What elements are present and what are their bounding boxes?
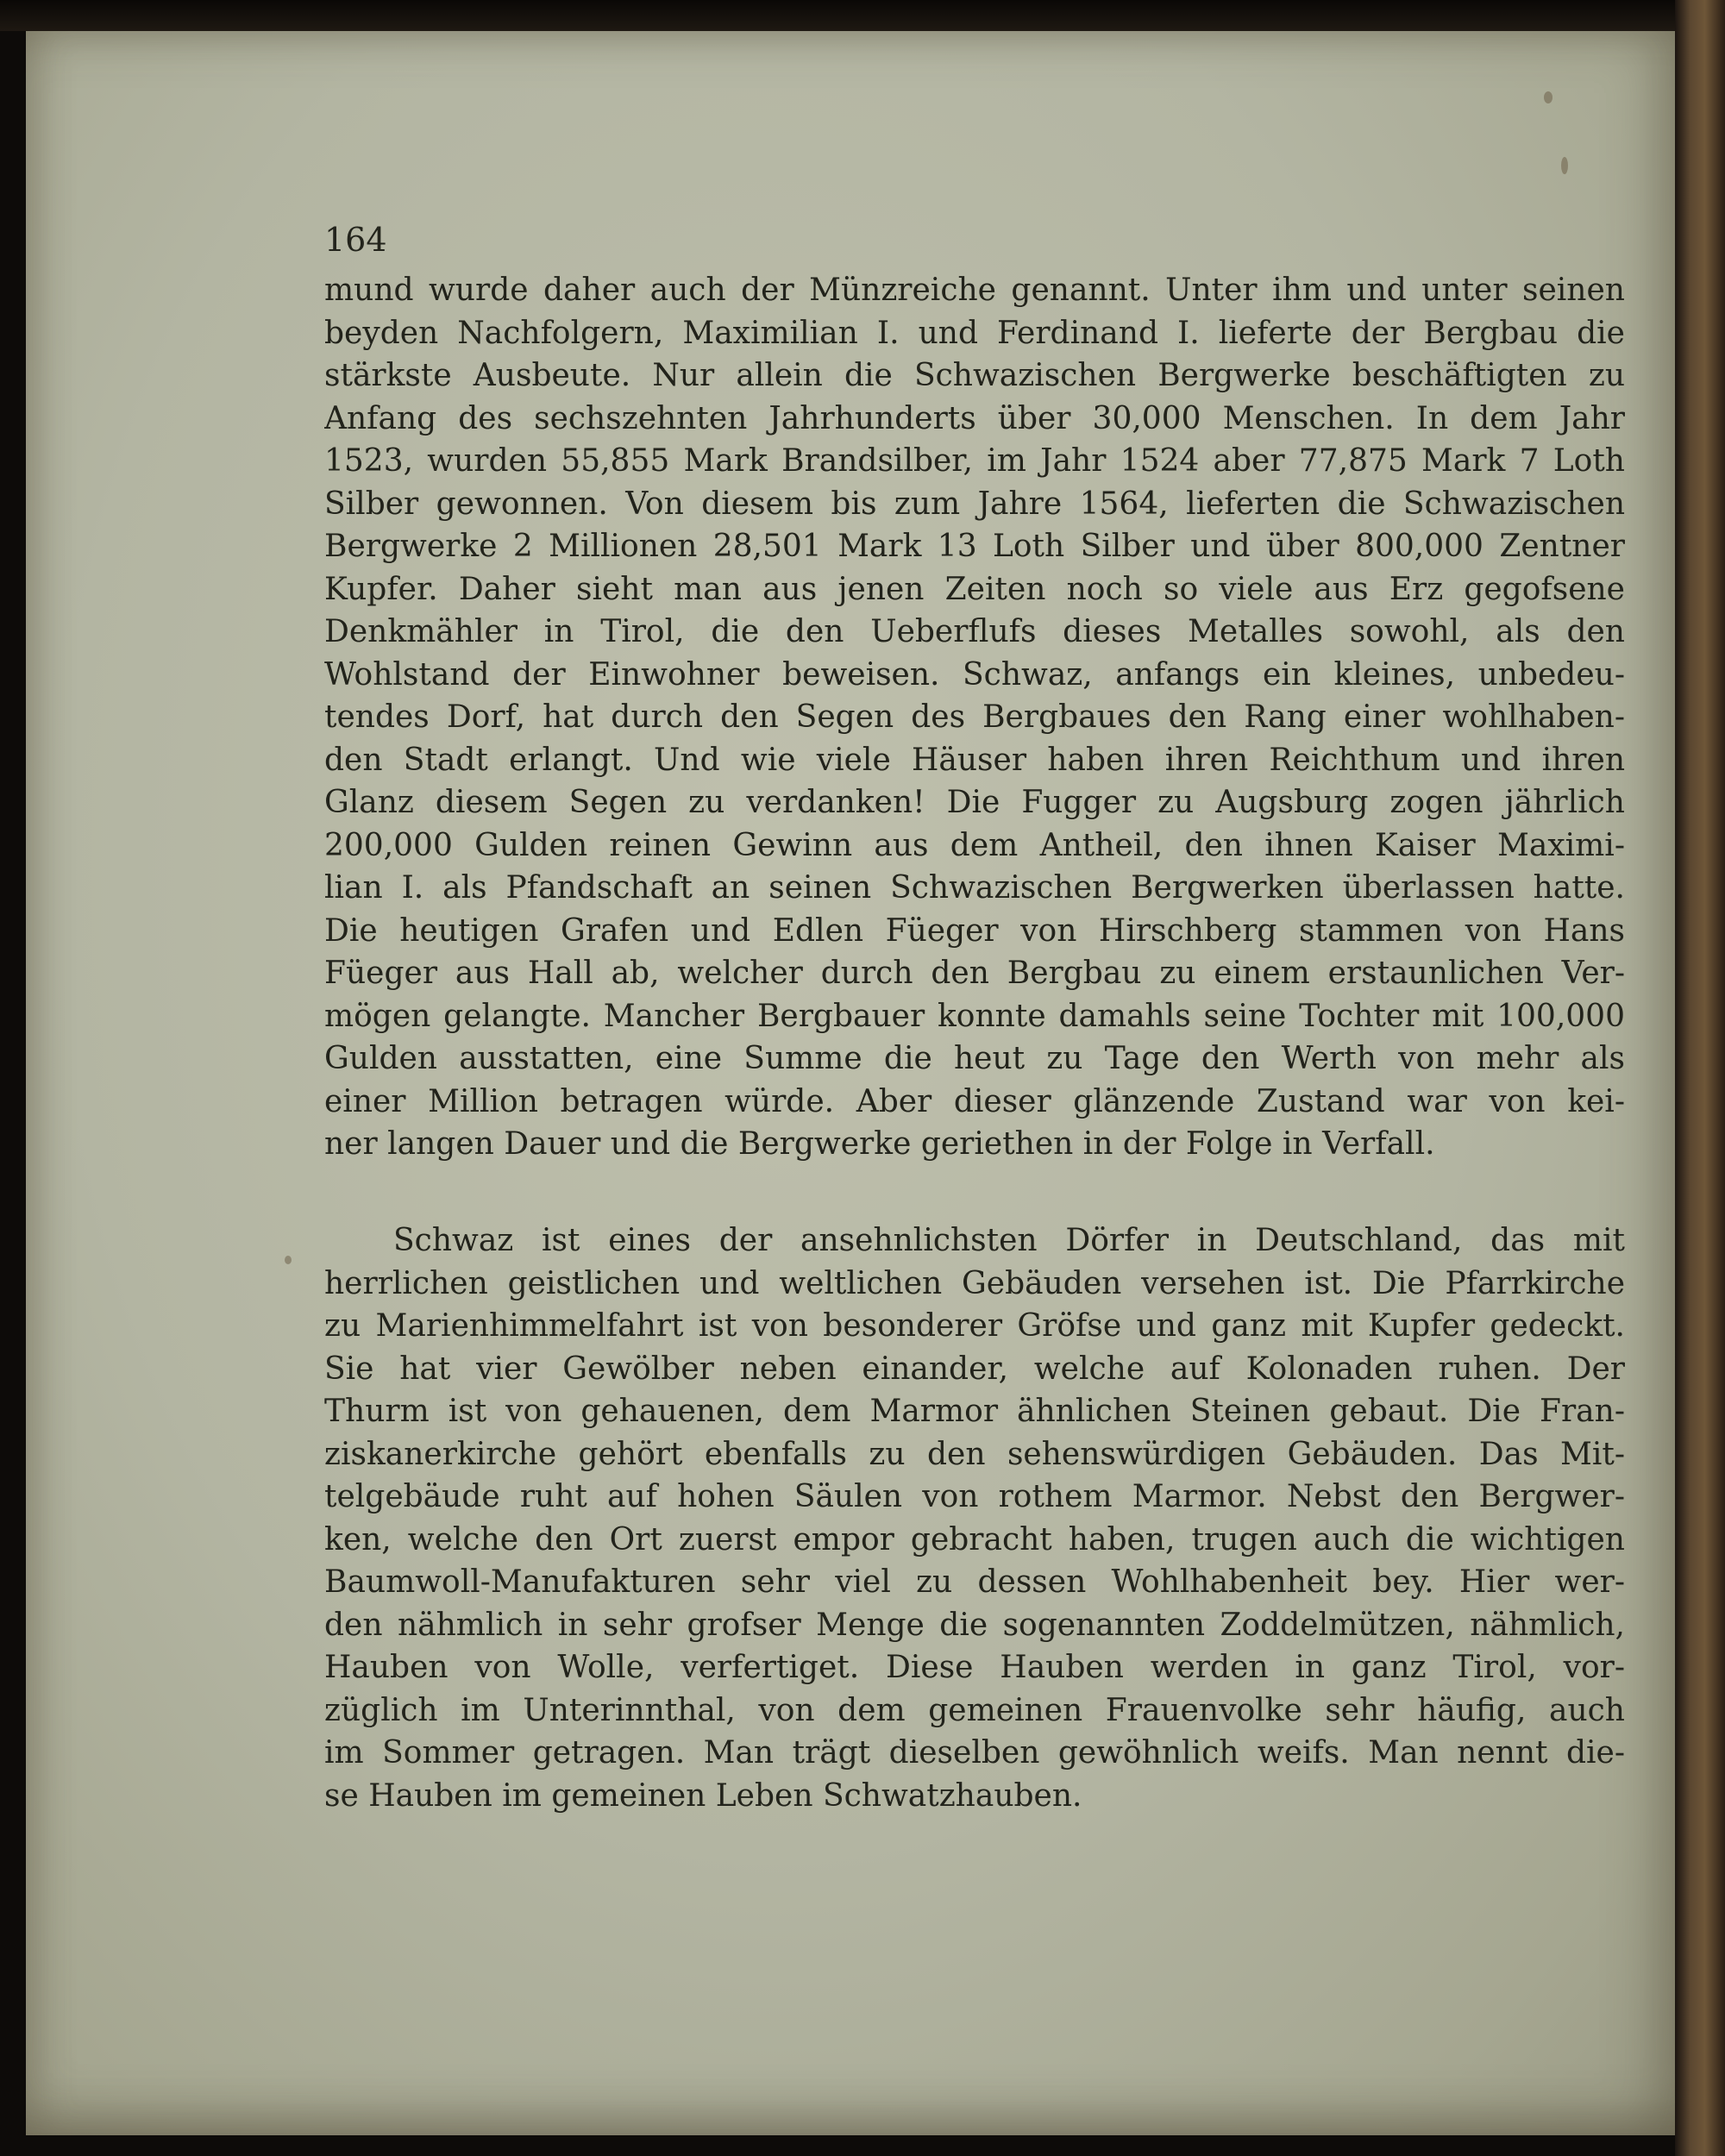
- text-line: se Hauben im gemeinen Leben Schwatzhauben.: [324, 1777, 1082, 1814]
- text-line: Kupfer. Daher sieht man aus jenen Zeiten noch so viele aus Erz gegofsene: [324, 571, 1625, 607]
- paper-stain: [1544, 91, 1552, 103]
- text-line: mögen gelangte. Mancher Bergbauer konnte damahls seine Tochter mit 100,000: [324, 998, 1625, 1034]
- text-line: Thurm ist von gehauenen, dem Marmor ähnlichen Steinen gebaut. Die Fran-: [324, 1394, 1625, 1429]
- text-line: beyden Nachfolgern, Maximilian I. und Ferdinand I. lieferte der Bergbau die: [324, 315, 1625, 351]
- text-line: den nähmlich in sehr grofser Menge die sogenannten Zoddelmützen, nähmlich,: [324, 1607, 1625, 1643]
- text-line: im Sommer getragen. Man trägt dieselben gewöhnlich weifs. Man nennt die-: [324, 1735, 1625, 1771]
- text-line: Glanz diesem Segen zu verdanken! Die Fugger zu Augsburg zogen jährlich: [324, 785, 1625, 820]
- text-line: 1523, wurden 55,855 Mark Brandsilber, im Jahr 1524 aber 77,875 Mark 7 Loth: [324, 443, 1625, 479]
- text-line: Baumwoll-Manufakturen sehr viel zu dessen Wohlhabenheit bey. Hier wer-: [324, 1564, 1625, 1600]
- text-line: Anfang des sechszehnten Jahrhunderts über 30,000 Menschen. In dem Jahr: [324, 400, 1625, 436]
- text-line: herrlichen geistlichen und weltlichen Gebäuden versehen ist. Die Pfarrkirche: [324, 1265, 1625, 1301]
- text-line: ner langen Dauer und die Bergwerke geriethen in der Folge in Verfall.: [324, 1126, 1435, 1162]
- text-line: züglich im Unterinnthal, von dem gemeinen Frauenvolke sehr häufig, auch: [324, 1692, 1625, 1728]
- text-line: den Stadt erlangt. Und wie viele Häuser haben ihren Reichthum und ihren: [324, 742, 1625, 778]
- text-line: Silber gewonnen. Von diesem bis zum Jahre 1564, lieferten die Schwazischen: [324, 486, 1625, 522]
- text-line: Wohlstand der Einwohner beweisen. Schwaz, anfangs ein kleines, unbedeu-: [324, 656, 1625, 693]
- paragraph-1: [324, 269, 1625, 1166]
- text-line: Sie hat vier Gewölber neben einander, welche auf Kolonaden ruhen. Der: [324, 1351, 1625, 1387]
- text-line: einer Million betragen würde. Aber dieser glänzende Zustand war von kei-: [324, 1083, 1625, 1119]
- book-gutter-edge: [1675, 0, 1725, 2156]
- text-line: ziskanerkirche gehört ebenfalls zu den sehenswürdigen Gebäuden. Das Mit-: [324, 1436, 1625, 1472]
- text-line: lian I. als Pfandschaft an seinen Schwazischen Bergwerken überlassen hatte.: [324, 870, 1625, 906]
- text-line: ken, welche den Ort zuerst empor gebracht haben, trugen auch die wichtigen: [324, 1521, 1625, 1557]
- page-number: 164: [324, 221, 387, 259]
- paper-stain: [1561, 157, 1568, 174]
- book-top-edge: [0, 0, 1725, 31]
- text-line: Füeger aus Hall ab, welcher durch den Bergbau zu einem erstaunlichen Ver-: [324, 956, 1625, 991]
- text-line: stärkste Ausbeute. Nur allein die Schwazischen Bergwerke beschäftigten zu: [324, 358, 1625, 393]
- text-line: Gulden ausstatten, eine Summe die heut zu Tage den Werth von mehr als: [324, 1041, 1625, 1076]
- text-line: Denkmähler in Tirol, die den Ueberflufs dieses Metalles sowohl, als den: [324, 614, 1625, 649]
- text-line: Bergwerke 2 Millionen 28,501 Mark 13 Loth Silber und über 800,000 Zentner: [324, 529, 1625, 564]
- text-line: Hauben von Wolle, verfertiget. Diese Hauben werden in ganz Tirol, vor-: [324, 1650, 1625, 1685]
- text-line: tendes Dorf, hat durch den Segen des Bergbaues den Rang einer wohlhaben-: [324, 699, 1625, 735]
- text-line: 200,000 Gulden reinen Gewinn aus dem Antheil, den ihnen Kaiser Maximi-: [324, 827, 1625, 863]
- text-line: telgebäude ruht auf hohen Säulen von rothem Marmor. Nebst den Bergwer-: [324, 1479, 1625, 1514]
- text-line: zu Marienhimmelfahrt ist von besonderer Gröfse und ganz mit Kupfer gedeckt.: [324, 1308, 1625, 1344]
- text-line: Schwaz ist eines der ansehnlichsten Dörfer in Deutschland, das mit: [393, 1223, 1625, 1258]
- paper-stain: [285, 1256, 292, 1264]
- text-line: Die heutigen Grafen und Edlen Füeger von Hirschberg stammen von Hans: [324, 912, 1625, 949]
- paragraph-2: [324, 1219, 1625, 1817]
- text-line: mund wurde daher auch der Münzreiche genannt. Unter ihm und unter seinen: [324, 273, 1625, 308]
